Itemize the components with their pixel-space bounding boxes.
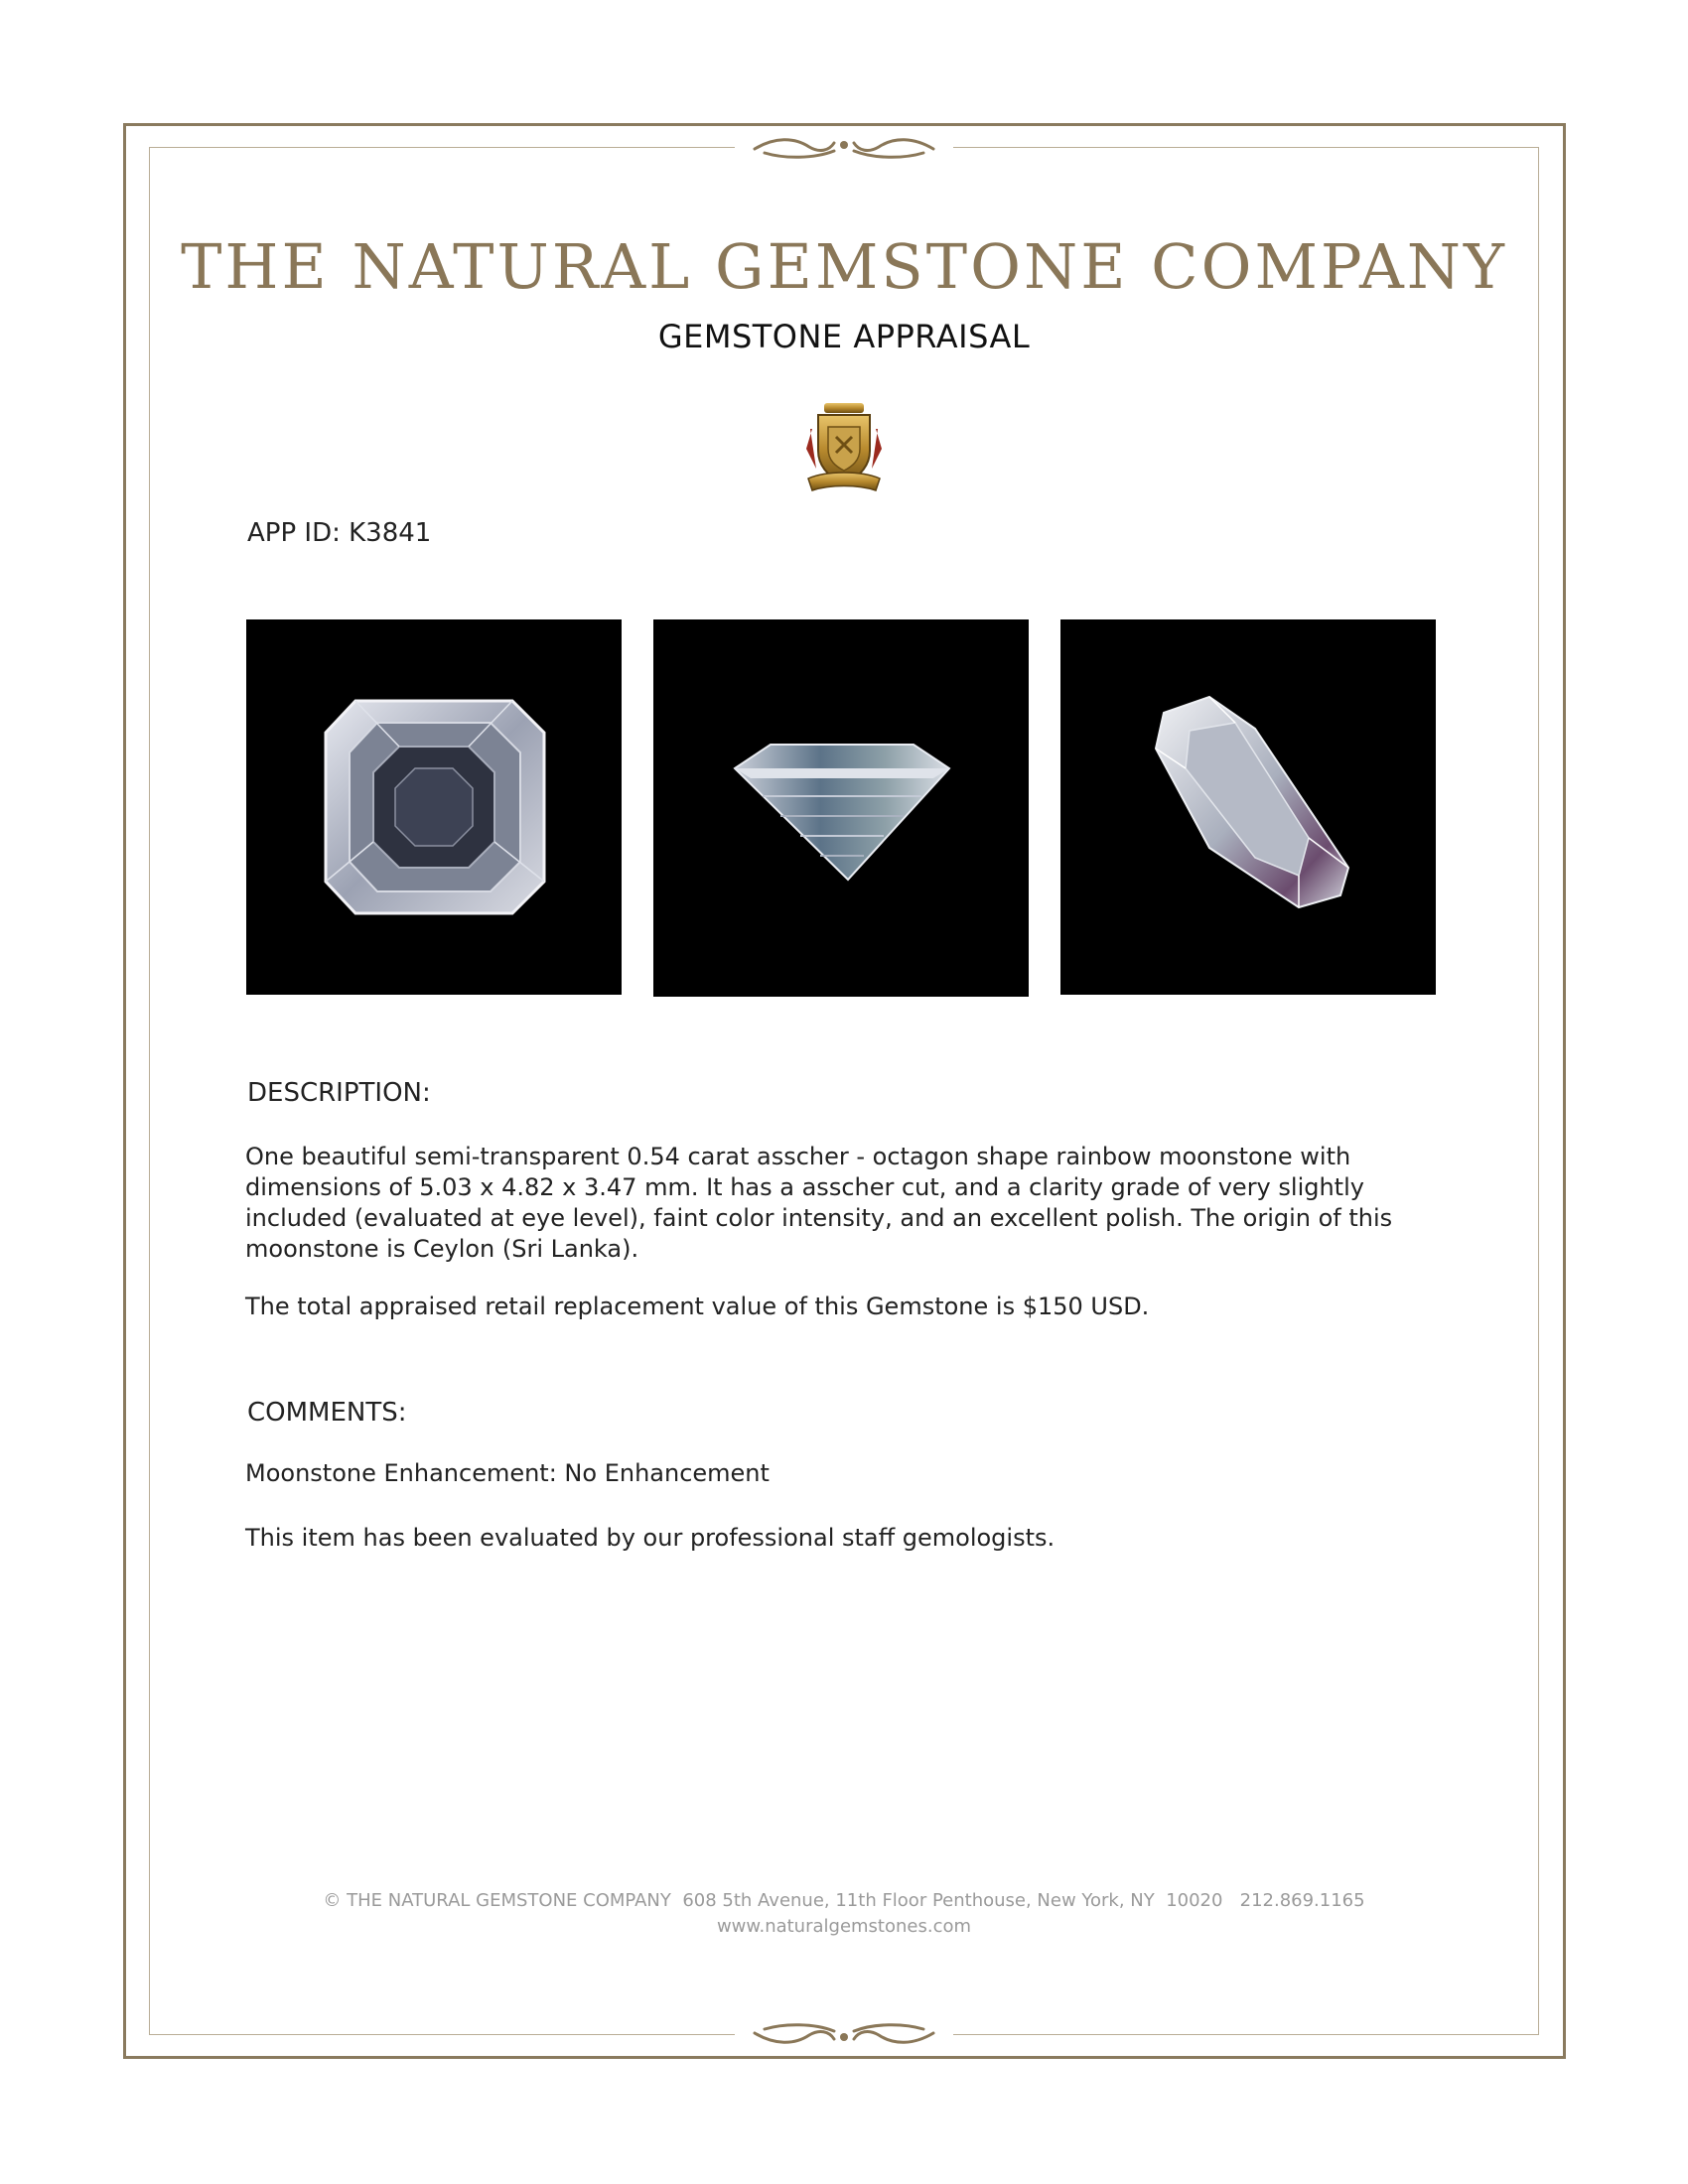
enhancement-text: Moonstone Enhancement: No Enhancement	[245, 1459, 770, 1487]
asscher-cut-gem-side-view-icon	[653, 619, 1029, 997]
description-text: One beautiful semi-transparent 0.54 carat asscher - octagon shape rainbow moonstone with dimensions of 5.03 x 4.82 x 3.47 mm. It has a asscher cut, and a clarity grade of very slightly included (evaluated at eye level), faint color intensity, and an excellent polish. The origin of this moonstone is Ceylon (Sri Lanka).	[245, 1143, 1393, 1263]
company-crest-logo	[802, 399, 886, 494]
appraised-value-text: The total appraised retail replacement value of this Gemstone is $150 USD.	[245, 1293, 1150, 1320]
comments-heading: COMMENTS:	[247, 1398, 407, 1428]
company-name-title: THE NATURAL GEMSTONE COMPANY	[181, 230, 1507, 303]
appraisal-id: APP ID: K3841	[247, 518, 432, 548]
gem-photo-top-view	[246, 619, 622, 995]
top-flourish-ornament	[735, 129, 953, 165]
description-heading: DESCRIPTION:	[247, 1078, 431, 1108]
asscher-cut-gem-top-view-icon	[246, 619, 622, 995]
evaluation-text: This item has been evaluated by our professional staff gemologists.	[245, 1524, 1055, 1552]
footer	[0, 1888, 1688, 1940]
document-type-subtitle: GEMSTONE APPRAISAL	[657, 318, 1031, 355]
footer-website: www.naturalgemstones.com	[716, 1916, 972, 1937]
asscher-cut-gem-angled-view-icon	[1060, 619, 1436, 995]
footer-address: © THE NATURAL GEMSTONE COMPANY 608 5th Avenue, 11th Floor Penthouse, New York, NY 10020 212.869.1165	[323, 1890, 1365, 1911]
bottom-flourish-ornament	[735, 2017, 953, 2053]
gem-photo-side-view	[653, 619, 1029, 997]
gem-photo-angled-view	[1060, 619, 1436, 995]
